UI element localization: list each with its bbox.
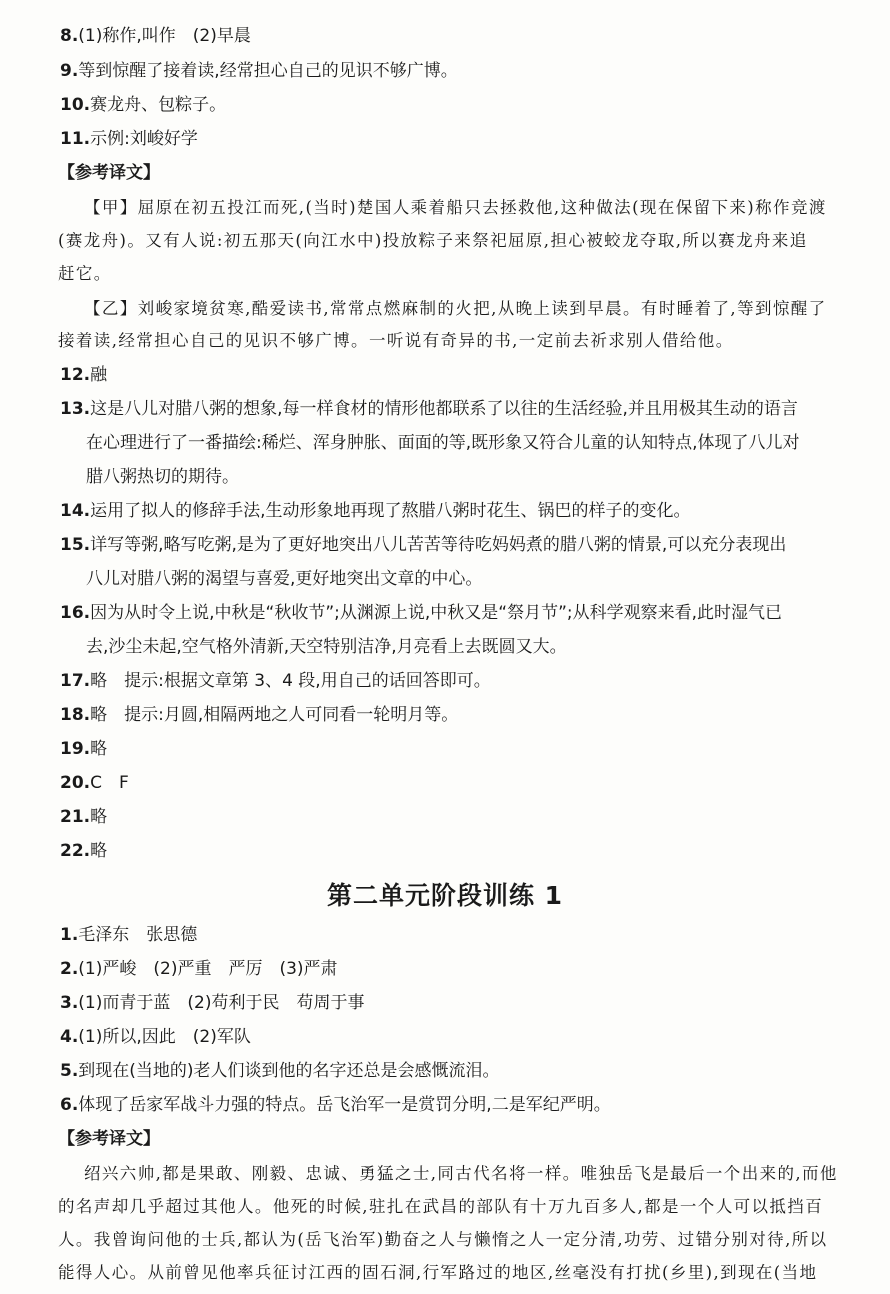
unit2-translation-line-2: 的名声却几乎超过其他人。他死的时候,驻扎在武昌的部队有十万九百多人,都是一个人可以抵挡百 bbox=[58, 1197, 824, 1216]
unit2-reference-translation-label: 【参考译文】 bbox=[58, 1129, 160, 1149]
answer-15-line-1: 15.详写等粥,略写吃粥,是为了更好地突出八儿苦苦等待吃妈妈煮的腊八粥的情景,可以充分表现出 bbox=[60, 535, 787, 555]
answer-13-line-2: 在心理进行了一番描绘:稀烂、浑身肿胀、面面的等,既形象又符合儿童的认知特点,体现了八儿对 bbox=[86, 433, 800, 453]
translation-jia-line-1: 【甲】屈原在初五投江而死,(当时)楚国人乘着船只去拯救他,这种做法(现在保留下来)称作竞渡 bbox=[84, 198, 827, 217]
unit2-answer-5: 5.到现在(当地的)老人们谈到他的名字还总是会感慨流泪。 bbox=[60, 1061, 500, 1081]
answer-12: 12.融 bbox=[60, 365, 108, 385]
answer-21: 21.略 bbox=[60, 807, 108, 827]
answer-20: 20.C F bbox=[60, 773, 129, 793]
answer-14: 14.运用了拟人的修辞手法,生动形象地再现了熬腊八粥时花生、锅巴的样子的变化。 bbox=[60, 501, 691, 521]
answer-19: 19.略 bbox=[60, 739, 108, 759]
answer-13-line-1: 13.这是八儿对腊八粥的想象,每一样食材的情形他都联系了以往的生活经验,并且用极其生动的语言 bbox=[60, 399, 798, 419]
translation-jia-line-2: (赛龙舟)。又有人说:初五那天(向江水中)投放粽子来祭祀屈原,担心被蛟龙夺取,所以赛龙舟来追 bbox=[58, 231, 808, 250]
answer-10: 10.赛龙舟、包粽子。 bbox=[60, 95, 227, 115]
unit2-answer-1: 1.毛泽东 张思德 bbox=[60, 925, 198, 945]
unit2-translation-line-3: 人。我曾询问他的士兵,都认为(岳飞治军)勤奋之人与懒惰之人一定分清,功劳、过错分别对待,所以 bbox=[58, 1230, 828, 1249]
unit2-answer-4: 4.(1)所以,因此 (2)军队 bbox=[60, 1027, 251, 1047]
answer-11: 11.示例:刘峻好学 bbox=[60, 129, 198, 149]
answer-8: 8.(1)称作,叫作 (2)早晨 bbox=[60, 26, 251, 46]
answer-22: 22.略 bbox=[60, 841, 108, 861]
unit2-translation-line-1: 绍兴六帅,都是果敢、刚毅、忠诚、勇猛之士,同古代名将一样。唯独岳飞是最后一个出来的,而他 bbox=[84, 1164, 838, 1183]
answer-13-line-3: 腊八粥热切的期待。 bbox=[86, 467, 239, 487]
answer-15-line-2: 八儿对腊八粥的渴望与喜爱,更好地突出文章的中心。 bbox=[86, 569, 483, 589]
translation-yi-line-1: 【乙】刘峻家境贫寒,酷爱读书,常常点燃麻制的火把,从晚上读到早晨。有时睡着了,等到惊醒了 bbox=[84, 299, 827, 318]
answer-18: 18.略 提示:月圆,相隔两地之人可同看一轮明月等。 bbox=[60, 705, 459, 725]
translation-yi-line-2: 接着读,经常担心自己的见识不够广博。一听说有奇异的书,一定前去祈求别人借给他。 bbox=[58, 331, 734, 350]
section-heading: 第二单元阶段训练 1 bbox=[326, 881, 564, 910]
answer-17: 17.略 提示:根据文章第 3、4 段,用自己的话回答即可。 bbox=[60, 671, 491, 691]
reference-translation-label: 【参考译文】 bbox=[58, 163, 160, 183]
translation-jia-line-3: 赶它。 bbox=[58, 264, 112, 283]
answer-9: 9.等到惊醒了接着读,经常担心自己的见识不够广博。 bbox=[60, 61, 458, 81]
unit2-answer-2: 2.(1)严峻 (2)严重 严厉 (3)严肃 bbox=[60, 959, 338, 979]
unit2-answer-6: 6.体现了岳家军战斗力强的特点。岳飞治军一是赏罚分明,二是军纪严明。 bbox=[60, 1095, 611, 1115]
unit2-answer-3: 3.(1)而青于蓝 (2)苟利于民 苟周于事 bbox=[60, 993, 365, 1013]
unit2-translation-line-4: 能得人心。从前曾见他率兵征讨江西的固石洞,行军路过的地区,丝毫没有打扰(乡里),到现在(当地 bbox=[58, 1263, 818, 1282]
answer-16-line-1: 16.因为从时令上说,中秋是“秋收节”;从渊源上说,中秋又是“祭月节”;从科学观察来看,此时湿气已 bbox=[60, 603, 783, 623]
answer-16-line-2: 去,沙尘未起,空气格外清新,天空特别洁净,月亮看上去既圆又大。 bbox=[86, 637, 567, 657]
